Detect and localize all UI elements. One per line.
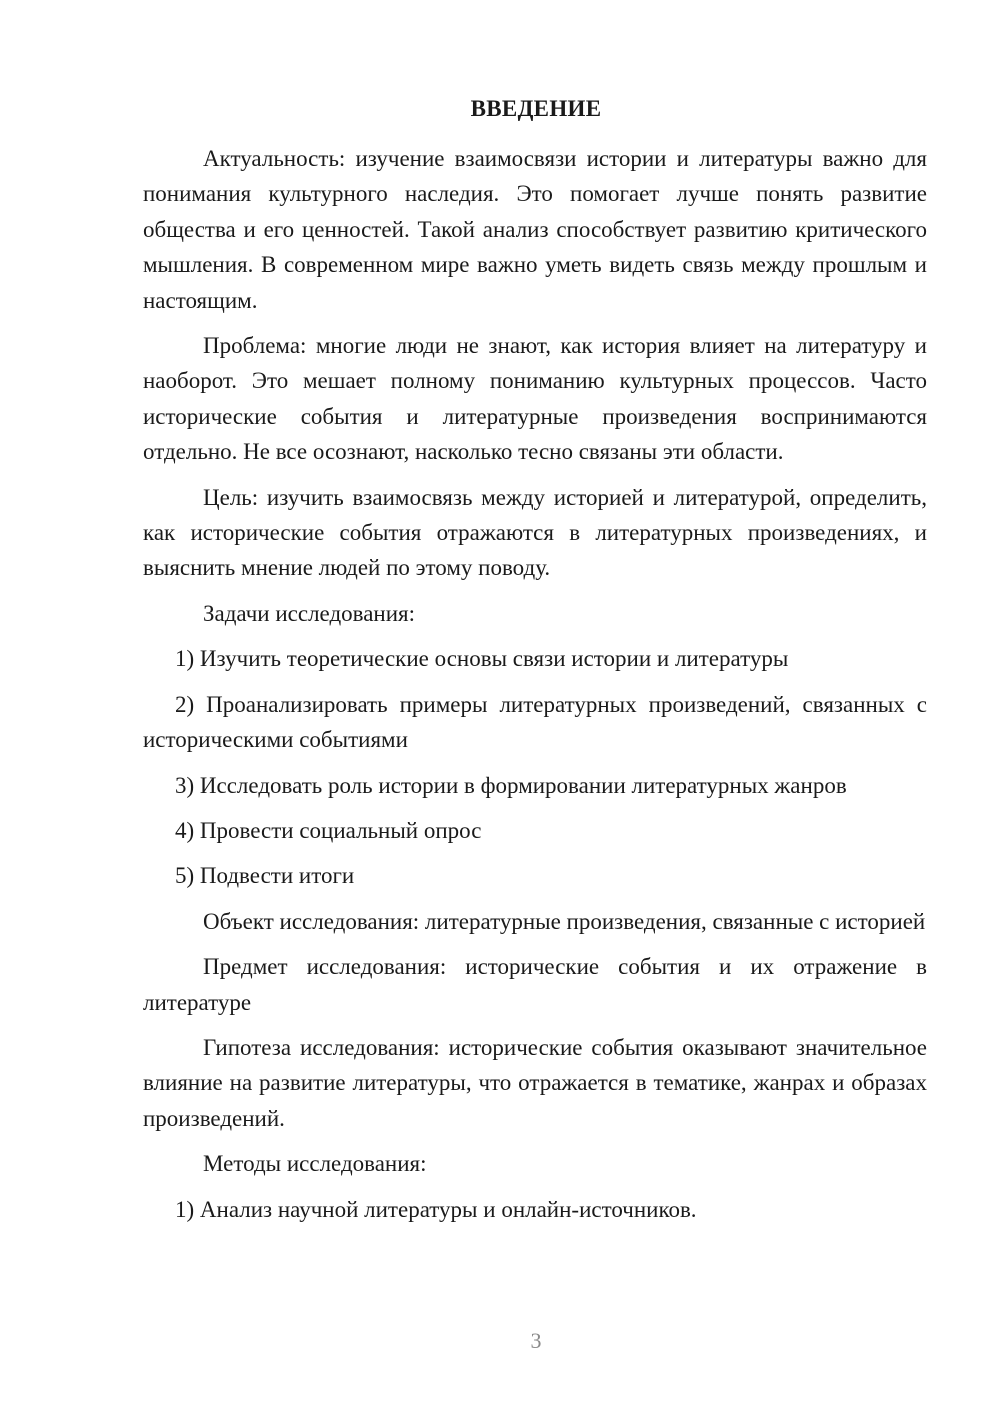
task-item: 4) Провести социальный опрос <box>175 817 482 843</box>
method-item: 1) Анализ научной литературы и онлайн-источников. <box>175 1196 697 1222</box>
problem-paragraph: Проблема: многие люди не знают, как история влияет на литературу и наоборот. Это мешает полному пониманию культурных процессов. Часто исторические события и литературные произведения воспринимаются отдельно. Не все осознают, насколько тесно связаны эти области. <box>143 333 927 465</box>
tasks-heading: Задачи исследования: <box>203 600 416 626</box>
page-number: 3 <box>530 1328 542 1353</box>
task-item: 3) Исследовать роль истории в формировании литературных жанров <box>175 772 847 798</box>
hypothesis-paragraph: Гипотеза исследования: исторические события оказывают значительное влияние на развитие литературы, что отражается в тематике, жанрах и образах произведений. <box>143 1034 927 1131</box>
task-item: 1) Изучить теоретические основы связи истории и литературы <box>175 646 789 672</box>
subject-paragraph: Предмет исследования: исторические события и их отражение в литературе <box>143 954 927 1015</box>
page-title: ВВЕДЕНИЕ <box>470 96 602 121</box>
object-paragraph: Объект исследования: литературные произведения, связанные с историей <box>203 908 926 934</box>
relevance-paragraph: Актуальность: изучение взаимосвязи истории и литературы важно для понимания культурного наследия. Это помогает лучше понять развитие общества и его ценностей. Такой анализ способствует развитию критического мышления. В современном мире важно уметь видеть связь между прошлым и настоящим. <box>143 146 927 313</box>
document-body <box>143 141 927 1227</box>
goal-paragraph: Цель: изучить взаимосвязь между историей и литературой, определить, как исторические события отражаются в литературных произведениях, и выяснить мнение людей по этому поводу. <box>143 484 927 581</box>
task-item: 5) Подвести итоги <box>175 863 355 889</box>
task-item: 2) Проанализировать примеры литературных произведений, связанных с историческими событиями <box>143 691 927 753</box>
methods-heading: Методы исследования: <box>203 1151 427 1177</box>
